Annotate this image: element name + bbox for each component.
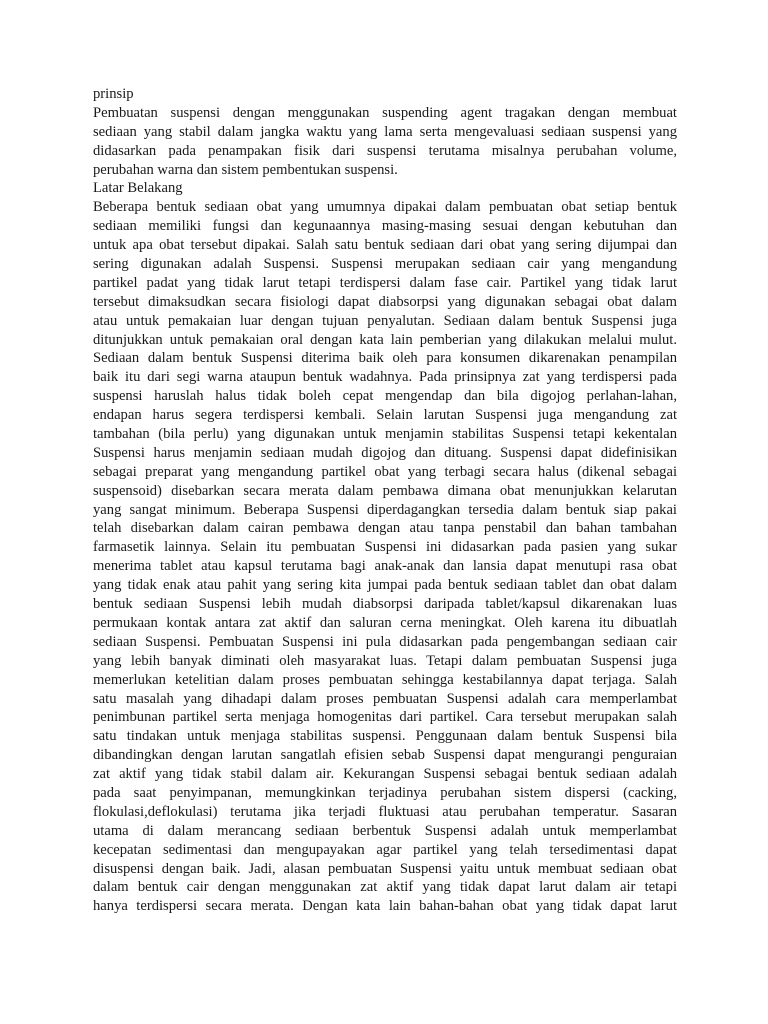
text-line: atau untuk pemakaian luar dengan tujuan penyalutan. Sediaan dalam bentuk Suspensi juga [93,312,677,329]
document-body [93,85,677,916]
text-line: ditunjukkan untuk pemakaian oral dengan kata lain pemberian yang dilakukan melalui mulut. [93,331,677,348]
text-line: untuk apa obat tersebut dipakai. Salah satu bentuk sediaan dari obat yang sering dijumpai dan [93,237,677,254]
text-line: utama di dalam merancang sediaan berbentuk Suspensi adalah untuk memperlambat [93,822,677,839]
text-line: sediaan yang stabil dalam jangka waktu yang lama serta mengevaluasi sediaan suspensi yang [93,123,677,140]
text-line: partikel padat yang tidak larut tetapi terdispersi dalam fase cair. Partikel yang tidak larut [93,274,677,291]
text-line: dibandingkan dengan larutan sangatlah efisien sebab Suspensi dapat mengurangi penguraian [93,747,677,764]
text-line: menerima tablet atau kapsul terutama bagi anak-anak dan lansia dapat menutupi rasa obat [93,558,677,575]
text-line: satu tindakan untuk menjaga stabilitas suspensi. Penggunaan dalam bentuk Suspensi bila [93,728,677,745]
text-line: Beberapa bentuk sediaan obat yang umumnya dipakai dalam pembuatan obat setiap bentuk [93,199,677,216]
text-line: dalam bentuk cair dengan menggunakan zat aktif yang tidak dapat larut dalam air tetapi [93,879,677,896]
text-line: yang tidak enak atau pahit yang sering kita jumpai pada bentuk sediaan tablet dan obat dalam [93,577,677,594]
text-line: yang sangat minimum. Beberapa Suspensi diperdagangkan tersedia dalam bentuk siap pakai [93,501,677,518]
text-line: sering digunakan adalah Suspensi. Suspensi merupakan sediaan cair yang mengandung [93,256,677,273]
text-line: hanya terdispersi secara merata. Dengan kata lain bahan-bahan obat yang tidak dapat larut [93,898,677,915]
text-line: yang lebih banyak diminati oleh masyarakat luas. Tetapi dalam pembuatan Suspensi juga [93,652,677,669]
text-line: farmasetik lainnya. Selain itu pembuatan Suspensi ini didasarkan pada pasien yang sukar [93,539,677,556]
text-line: bentuk sediaan Suspensi lebih mudah diabsorpsi daripada tablet/kapsul dikarenakan luas [93,596,677,613]
text-line: permukaan kontak antara zat aktif dan saluran cerna meningkat. Oleh karena itu dibuatlah [93,614,677,631]
text-line: pada saat penyimpanan, memungkinkan terjadinya perubahan sistem dispersi (cacking, [93,784,677,801]
text-line: suspensoid) disebarkan secara merata dalam pembawa dimana obat menunjukkan kelarutan [93,482,677,499]
text-line: disuspensi dengan baik. Jadi, alasan pembuatan Suspensi yaitu untuk membuat sediaan obat [93,860,677,877]
text-line: tersebut dimaksudkan secara fisiologi dapat diabsorpsi yang digunakan sebagai obat dalam [93,293,677,310]
text-line: perubahan warna dan sistem pembentukan suspensi. [93,161,398,178]
text-line: sediaan memiliki fungsi dan kegunaannya masing-masing sesuai dengan kebutuhan dan [93,218,677,235]
text-line: endapan harus segera terdispersi kembali. Selain larutan Suspensi juga mengandung zat [93,407,677,424]
text-line: zat aktif yang tidak stabil dalam air. Kekurangan Suspensi sebagai bentuk sediaan adalah [93,766,677,783]
text-line: sediaan Suspensi. Pembuatan Suspensi ini pula didasarkan pada pengembangan sediaan cair [93,633,677,650]
text-line: sebagai preparat yang mengandung partikel obat yang terbagi secara halus (dikenal sebagai [93,463,677,480]
heading-prinsip: prinsip [93,86,134,102]
text-line: penimbunan partikel serta menjaga homogenitas dari partikel. Cara tersebut merupakan salah [93,709,677,726]
text-line: Pembuatan suspensi dengan menggunakan suspending agent tragakan dengan membuat [93,104,677,121]
text-line: baik itu dari segi warna ataupun bentuk wadahnya. Pada prinsipnya zat yang terdispersi pada [93,369,677,386]
text-line: Suspensi harus menjamin sediaan mudah digojog dan dituang. Suspensi dapat didefinisikan [93,444,677,461]
heading-latar-belakang: Latar Belakang [93,180,183,197]
text-line: kecepatan sedimentasi dan mengupayakan agar partikel yang telah tersedimentasi dapat [93,841,677,858]
text-line: suspensi haruslah halus tidak boleh cepat mengendap dan bila digojog perlahan-lahan, [93,388,677,405]
text-line: telah disebarkan dalam cairan pembawa dengan atau tanpa penstabil dan bahan tambahan [93,520,677,537]
text-line: flokulasi,deflokulasi) terutama jika terjadi fluktuasi atau perubahan temperatur. Sasaran [93,803,677,820]
text-line: memerlukan ketelitian dalam proses pembuatan sehingga kestabilannya dapat terjaga. Salah [93,671,677,688]
text-line: satu masalah yang dihadapi dalam proses pembuatan Suspensi adalah cara memperlambat [93,690,677,707]
text-line: didasarkan pada penampakan fisik dari suspensi terutama misalnya perubahan volume, [93,142,677,159]
text-line: tambahan (bila perlu) yang digunakan untuk menjamin stabilitas Suspensi tetapi kekentalan [93,426,677,443]
text-line: Sediaan dalam bentuk Suspensi diterima baik oleh para konsumen dikarenakan penampilan [93,350,677,367]
